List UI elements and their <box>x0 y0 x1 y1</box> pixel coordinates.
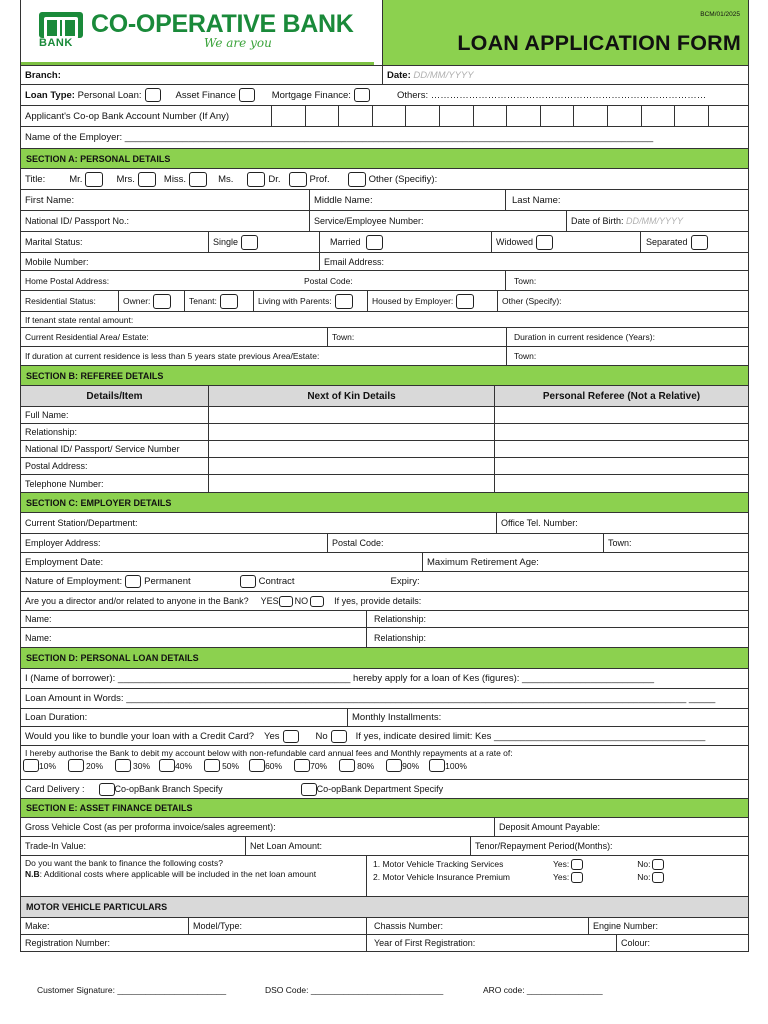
nature-row <box>20 572 749 592</box>
tracking-services-option: 1. Motor Vehicle Tracking Services Yes: No: <box>373 858 742 871</box>
table-row <box>20 441 749 458</box>
loan-application-form <box>20 0 749 952</box>
tracking-no-checkbox[interactable] <box>652 859 664 870</box>
card-delivery-options: Card Delivery : Co-opBank Branch Specify Co-opBank Department Specify <box>25 784 444 794</box>
duration-field[interactable]: Duration in current residence (Years): <box>514 332 655 342</box>
rate-options: 10% 20% 30% 40% 50% 60% 70% 80% 90% 100% <box>21 758 748 773</box>
referee-row-label: Telephone Number: <box>21 475 209 492</box>
relative-relationship-field[interactable]: Relationship: <box>374 614 427 624</box>
next-of-kin-cell[interactable] <box>209 475 495 492</box>
housed-employer-option: Housed by Employer: <box>368 291 498 311</box>
referee-cell[interactable] <box>495 424 748 440</box>
employer-name-field[interactable]: Name of the Employer: ____________________________________________________________________________________________________ <box>25 132 654 143</box>
section-a-header <box>20 149 749 169</box>
amount-words-field[interactable]: Loan Amount in Words: __________________________________________________________________________________________________________ _____ <box>25 693 716 704</box>
marital-status-label: Marital Status: <box>21 232 209 252</box>
asset-finance-checkbox[interactable] <box>239 88 255 102</box>
dob-placeholder: DD/MM/YYYY <box>626 216 684 226</box>
title-options: Title: Mr. Mrs. Miss. Ms. Dr. Prof. Other (Specifiy): <box>25 173 438 185</box>
rate-checkbox-90[interactable] <box>386 759 402 772</box>
account-number-label: Applicant's Co-op Bank Account Number (If Any) <box>21 106 272 126</box>
title-block <box>383 0 748 65</box>
rate-checkbox-30[interactable] <box>115 759 131 772</box>
monthly-installments-field[interactable]: Monthly Installments: <box>352 712 442 723</box>
account-digit-box[interactable] <box>440 106 474 126</box>
make-field[interactable]: Make: <box>21 918 189 934</box>
bank-logo-icon <box>39 12 83 38</box>
rate-checkbox-10[interactable] <box>23 759 39 772</box>
widowed-checkbox[interactable] <box>536 235 553 250</box>
id-row <box>20 211 749 232</box>
mr-checkbox[interactable] <box>85 172 103 187</box>
trade-in-row <box>20 837 749 856</box>
next-of-kin-cell[interactable] <box>209 441 495 457</box>
finance-costs-note: N.B: Additional costs where applicable will be included in the net loan amount <box>25 869 317 879</box>
last-name-field[interactable]: Last Name: <box>512 194 561 206</box>
other-title-checkbox[interactable] <box>348 172 366 187</box>
vehicle-particulars-title: MOTOR VEHICLE PARTICULARS <box>21 897 748 917</box>
next-of-kin-column-header: Next of Kin Details <box>209 386 495 406</box>
colour-field[interactable]: Colour: <box>621 938 651 948</box>
next-of-kin-cell[interactable] <box>209 458 495 474</box>
table-row <box>20 407 749 424</box>
account-digit-box[interactable] <box>306 106 340 126</box>
loan-type-field: Loan Type: Personal Loan: Asset Finance Mortgage Finance: Others: …………………………………………………………………………… <box>25 89 707 101</box>
customer-signature-field[interactable]: Customer Signature: _______________________ <box>37 985 227 995</box>
section-e-header <box>20 799 749 818</box>
aro-code-field[interactable]: ARO code: ________________ <box>483 985 603 995</box>
account-digit-box[interactable] <box>507 106 541 126</box>
others-field[interactable]: Others: …………………………………………………………………………… <box>396 89 707 101</box>
owner-checkbox[interactable] <box>153 294 171 309</box>
rate-checkbox-20[interactable] <box>68 759 84 772</box>
section-e-title: SECTION E: ASSET FINANCE DETAILS <box>21 799 748 817</box>
rental-amount-field[interactable]: If tenant state rental amount: <box>25 314 134 325</box>
expiry-field[interactable]: Expiry: <box>390 576 420 587</box>
vehicle-particulars-header <box>20 897 749 918</box>
home-postal-field[interactable]: Home Postal Address: <box>25 275 110 286</box>
rental-row <box>20 312 749 328</box>
tenant-checkbox[interactable] <box>220 294 238 309</box>
marital-row <box>20 232 749 253</box>
contact-row <box>20 253 749 271</box>
relative-relationship-field[interactable]: Relationship: <box>374 632 427 643</box>
separated-option: Separated <box>641 232 748 252</box>
rate-checkbox-100[interactable] <box>429 759 445 772</box>
next-of-kin-cell[interactable] <box>209 424 495 440</box>
referee-row-label: National ID/ Passport/ Service Number <box>21 441 209 457</box>
referee-row-label: Postal Address: <box>21 458 209 474</box>
miss-checkbox[interactable] <box>189 172 207 187</box>
logo-small-text: BANK <box>39 37 73 49</box>
housed-employer-checkbox[interactable] <box>456 294 474 309</box>
account-digit-box[interactable] <box>373 106 407 126</box>
loan-type-row <box>20 85 749 106</box>
dso-code-field[interactable]: DSO Code: ____________________________ <box>265 985 444 995</box>
employment-date-row <box>20 553 749 572</box>
relative-name-field[interactable]: Name: <box>21 628 367 647</box>
separated-checkbox[interactable] <box>691 235 708 250</box>
other-residential-field[interactable]: Other (Specify): <box>502 296 562 306</box>
account-number-row <box>20 106 749 127</box>
make-row <box>20 918 749 935</box>
account-digit-box[interactable] <box>272 106 306 126</box>
ms-checkbox[interactable] <box>247 172 265 187</box>
employer-address-row <box>20 534 749 553</box>
logo-underline <box>21 62 374 65</box>
living-parents-checkbox[interactable] <box>335 294 353 309</box>
account-digit-box[interactable] <box>608 106 642 126</box>
section-b-title: SECTION B: REFEREE DETAILS <box>21 366 748 385</box>
account-digit-box[interactable] <box>642 106 676 126</box>
relation-row-2 <box>20 628 749 648</box>
permanent-checkbox[interactable] <box>125 575 141 588</box>
date-field[interactable]: Date: DD/MM/YYYY <box>387 69 474 81</box>
referee-row-label: Relationship: <box>21 424 209 440</box>
finance-costs-row <box>20 856 749 897</box>
credit-card-no-checkbox[interactable] <box>331 730 347 743</box>
section-b-header <box>20 366 749 386</box>
document-code: BCM/01/2025 <box>700 11 740 18</box>
retirement-age-field[interactable]: Maximum Retirement Age: <box>427 556 539 568</box>
tracking-yes-checkbox[interactable] <box>571 859 583 870</box>
rate-checkbox-60[interactable] <box>249 759 265 772</box>
married-checkbox[interactable] <box>366 235 383 250</box>
account-digit-box[interactable] <box>474 106 508 126</box>
employer-name-row <box>20 127 749 149</box>
tenant-option: Tenant: <box>185 291 254 311</box>
registration-field[interactable]: Registration Number: <box>21 935 367 951</box>
details-column-header: Details/Item <box>21 386 209 406</box>
name-row <box>20 190 749 211</box>
current-area-field[interactable]: Current Residential Area/ Estate: <box>21 328 328 346</box>
tenor-field[interactable]: Tenor/Repayment Period(Months): <box>475 841 613 851</box>
living-parents-option: Living with Parents: <box>254 291 368 311</box>
signature-footer <box>37 985 603 995</box>
trade-in-field[interactable]: Trade-In Value: <box>21 837 246 855</box>
account-digit-box[interactable] <box>709 106 748 126</box>
loan-figures-field[interactable]: hereby apply for a loan of Kes (figures): _________________________ <box>353 673 655 684</box>
asset-finance-label: Asset Finance <box>175 89 236 101</box>
residential-status-row <box>20 291 749 312</box>
account-digit-box[interactable] <box>675 106 709 126</box>
loan-duration-field[interactable]: Loan Duration: <box>21 709 348 726</box>
contract-checkbox[interactable] <box>240 575 256 588</box>
deposit-field[interactable]: Deposit Amount Payable: <box>499 822 601 832</box>
section-c-title: SECTION C: EMPLOYER DETAILS <box>21 493 748 512</box>
previous-area-field[interactable]: If duration at current residence is less than 5 years state previous Area/Estate: <box>21 347 507 365</box>
branch-date-row <box>20 66 749 85</box>
form-title: LOAN APPLICATION FORM <box>457 31 741 55</box>
section-d-header <box>20 648 749 669</box>
service-number-field[interactable]: Service/Employee Number: <box>310 211 567 231</box>
director-question: Are you a director and/or related to anyone in the Bank? YES NO If yes, provide details: <box>25 596 422 606</box>
nature-of-employment: Nature of Employment: Permanent Contract Expiry: <box>25 576 420 587</box>
amount-words-row <box>20 689 749 709</box>
residential-status-label: Residential Status: <box>21 291 119 311</box>
director-row <box>20 592 749 611</box>
referee-cell[interactable] <box>495 407 748 423</box>
middle-name-field[interactable]: Middle Name: <box>310 190 506 210</box>
national-id-field[interactable]: National ID/ Passport No.: <box>21 211 310 231</box>
rate-checkbox-80[interactable] <box>339 759 355 772</box>
bank-logo <box>21 0 383 65</box>
bank-name: CO-OPERATIVE BANK <box>91 10 354 38</box>
employer-address-field[interactable]: Employer Address: <box>21 534 328 552</box>
widowed-option: Widowed <box>492 232 641 252</box>
credit-card-question: Would you like to bundle your loan with a Credit Card? Yes No If yes, indicate desired limit: Kes ________________________________________ <box>25 730 706 742</box>
credit-card-yes-checkbox[interactable] <box>283 730 299 743</box>
department-delivery-checkbox[interactable] <box>301 783 317 796</box>
date-placeholder: DD/MM/YYYY <box>413 69 474 81</box>
table-row <box>20 424 749 441</box>
rate-checkbox-70[interactable] <box>294 759 310 772</box>
table-row <box>20 475 749 493</box>
borrower-name-field[interactable]: I (Name of borrower): ____________________________________________ <box>25 673 351 684</box>
postal-code-field[interactable]: Postal Code: <box>300 271 506 290</box>
credit-card-row <box>20 727 749 746</box>
gross-cost-row <box>20 818 749 837</box>
section-a-title: SECTION A: PERSONAL DETAILS <box>21 149 748 168</box>
station-field[interactable]: Current Station/Department: <box>21 513 497 533</box>
insurance-yes-checkbox[interactable] <box>571 872 583 883</box>
insurance-no-checkbox[interactable] <box>652 872 664 883</box>
registration-row <box>20 935 749 952</box>
card-delivery-row <box>20 780 749 799</box>
duration-row <box>20 709 749 727</box>
current-town-field[interactable]: Town: <box>328 328 507 346</box>
referee-cell[interactable] <box>495 475 748 492</box>
owner-option: Owner: <box>119 291 185 311</box>
director-no-checkbox[interactable] <box>310 596 324 607</box>
branch-delivery-checkbox[interactable] <box>99 783 115 796</box>
borrower-row <box>20 669 749 689</box>
form-header <box>20 0 749 66</box>
borrower-statement <box>21 669 748 688</box>
referee-column-header: Personal Referee (Not a Relative) <box>495 386 748 406</box>
year-registration-field[interactable]: Year of First Registration: <box>367 935 617 951</box>
email-field[interactable]: Email Address: <box>324 256 385 267</box>
employer-postal-code-field[interactable]: Postal Code: <box>328 534 604 552</box>
single-checkbox[interactable] <box>241 235 258 250</box>
relative-name-field[interactable]: Name: <box>21 611 367 627</box>
bank-tagline: We are you <box>204 36 272 50</box>
rate-checkbox-50[interactable] <box>204 759 220 772</box>
rate-checkbox-40[interactable] <box>159 759 175 772</box>
table-row <box>20 458 749 475</box>
branch-field[interactable]: Branch: <box>21 66 383 84</box>
married-option: Married <box>320 232 492 252</box>
mobile-field[interactable]: Mobile Number: <box>21 253 320 270</box>
referee-row-label: Full Name: <box>21 407 209 423</box>
mrs-checkbox[interactable] <box>138 172 156 187</box>
referee-cell[interactable] <box>495 441 748 457</box>
previous-residence-row <box>20 347 749 366</box>
chassis-field[interactable]: Chassis Number: <box>367 918 589 934</box>
finance-costs-question: Do you want the bank to finance the following costs? N.B: Additional costs where applicable will be included in the net loan amount <box>21 856 367 896</box>
current-residence-row <box>20 328 749 347</box>
previous-town-field[interactable]: Town: <box>514 351 537 361</box>
account-digit-box[interactable] <box>339 106 373 126</box>
personal-loan-label: Personal Loan: <box>77 89 142 101</box>
model-field[interactable]: Model/Type: <box>189 918 367 934</box>
town-field[interactable]: Town: <box>514 275 537 286</box>
dr-checkbox[interactable] <box>289 172 307 187</box>
section-d-title: SECTION D: PERSONAL LOAN DETAILS <box>21 648 748 668</box>
referee-table-header <box>20 386 749 407</box>
title-row <box>20 169 749 190</box>
net-loan-field[interactable]: Net Loan Amount: <box>246 837 471 855</box>
postal-row <box>20 271 749 291</box>
dob-field[interactable]: Date of Birth: DD/MM/YYYY <box>571 216 684 226</box>
finance-costs-options <box>367 856 748 896</box>
next-of-kin-cell[interactable] <box>209 407 495 423</box>
station-row <box>20 513 749 534</box>
engine-field[interactable]: Engine Number: <box>593 921 659 931</box>
section-c-header <box>20 493 749 513</box>
desired-limit-field[interactable]: If yes, indicate desired limit: Kes ________________________________________ <box>355 730 706 742</box>
account-digit-box[interactable] <box>541 106 575 126</box>
account-digit-box[interactable] <box>406 106 440 126</box>
mortgage-finance-label: Mortgage Finance: <box>271 89 351 101</box>
authorise-row <box>20 746 749 780</box>
director-yes-checkbox[interactable] <box>279 596 293 607</box>
director-details-label: If yes, provide details: <box>334 596 422 606</box>
single-option: Single <box>209 232 320 252</box>
insurance-premium-option: 2. Motor Vehicle Insurance Premium Yes: No: <box>373 871 742 884</box>
mortgage-finance-checkbox[interactable] <box>354 88 370 102</box>
gross-cost-field[interactable]: Gross Vehicle Cost (as per proforma invoice/sales agreement): <box>21 818 495 836</box>
first-name-field[interactable]: First Name: <box>21 190 310 210</box>
relation-row-1 <box>20 611 749 628</box>
authorise-text: I hereby authorise the Bank to debit my account below with non-refundable card annual fees and Monthly repayments at a rate of: <box>25 748 513 758</box>
employment-date-field[interactable]: Employment Date: <box>21 553 423 571</box>
personal-loan-checkbox[interactable] <box>145 88 161 102</box>
office-tel-field[interactable]: Office Tel. Number: <box>501 518 578 528</box>
referee-cell[interactable] <box>495 458 748 474</box>
account-digit-box[interactable] <box>574 106 608 126</box>
employer-town-field[interactable]: Town: <box>608 538 632 548</box>
